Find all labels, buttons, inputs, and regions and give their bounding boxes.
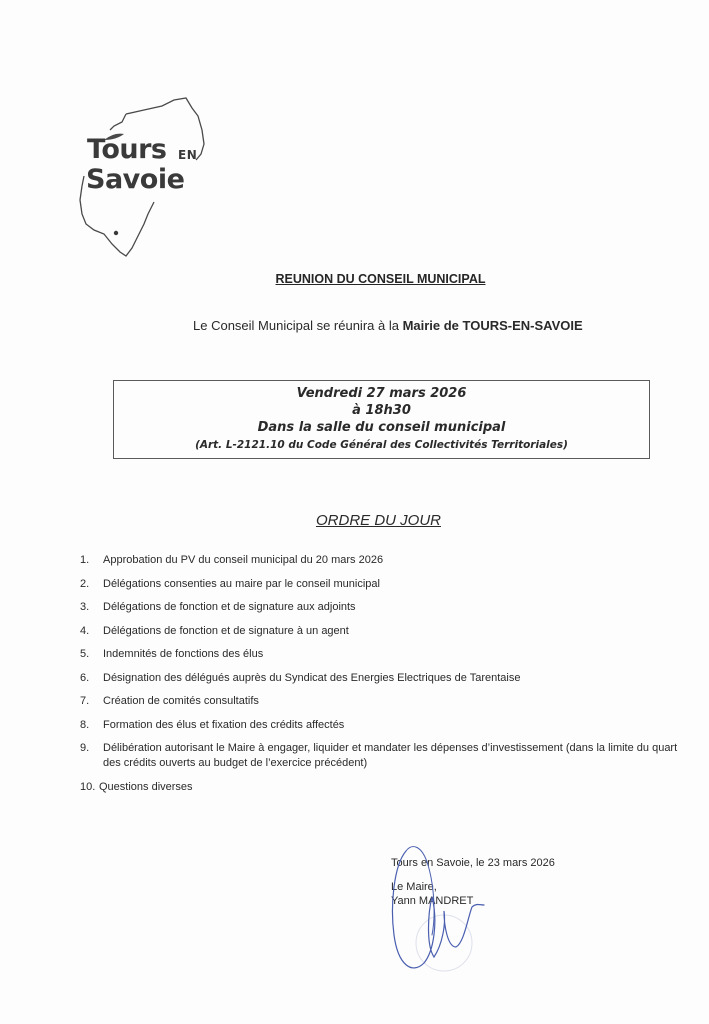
signatory-role: Le Maire, xyxy=(391,881,437,893)
signatory-name: Yann MANDRET xyxy=(391,895,474,907)
place-and-date: Tours en Savoie, le 23 mars 2026 xyxy=(391,857,555,869)
intro-text: Le Conseil Municipal se réunira à la xyxy=(193,318,403,333)
intro-location: Mairie de TOURS-EN-SAVOIE xyxy=(402,318,583,333)
document-title: REUNION DU CONSEIL MUNICIPAL xyxy=(275,272,486,286)
legal-reference: (Art. L-2121.10 du Code Général des Collectivités Territoriales) xyxy=(195,439,568,451)
agenda-item: 6. Désignation des délégués auprès du Syndicat des Energies Electriques de Tarentaise xyxy=(80,671,521,684)
agenda-list xyxy=(80,553,680,803)
logo-en: EN xyxy=(178,148,198,162)
meeting-details-box xyxy=(113,380,650,459)
meeting-time: à 18h30 xyxy=(352,403,411,418)
logo-savoie: Savoie xyxy=(86,164,185,195)
agenda-item: 7. Création de comités consultatifs xyxy=(80,695,259,707)
meeting-date: Vendredi 27 mars 2026 xyxy=(296,386,467,401)
logo-tours: Tours xyxy=(87,134,167,165)
agenda-item: 1. Approbation du PV du conseil municipal du 20 mars 2026 xyxy=(80,554,384,566)
meeting-location: Dans la salle du conseil municipal xyxy=(257,420,506,435)
location-dot-icon xyxy=(114,231,118,235)
agenda-item: 3. Délégations de fonction et de signature aux adjoints xyxy=(80,601,356,613)
agenda-item: 5. Indemnités de fonctions des élus xyxy=(80,648,264,660)
municipality-logo xyxy=(74,96,224,266)
agenda-item: 10. Questions diverses xyxy=(80,780,193,793)
agenda-item: 2. Délégations consenties au maire par le conseil municipal xyxy=(80,577,380,590)
agenda-title: ORDRE DU JOUR xyxy=(315,512,441,529)
intro-sentence xyxy=(193,318,583,333)
handwritten-signature-icon xyxy=(372,835,522,985)
agenda-item: 4. Délégations de fonction et de signature à un agent xyxy=(80,624,349,637)
agenda-item: 8. Formation des élus et fixation des crédits affectés xyxy=(80,718,345,731)
agenda-item: 9. Délibération autorisant le Maire à engager, liquider et mandater les dépenses d’investissement (dans la limite du quart des crédits ouverts au budget de l’exercice précédent) xyxy=(80,742,678,769)
